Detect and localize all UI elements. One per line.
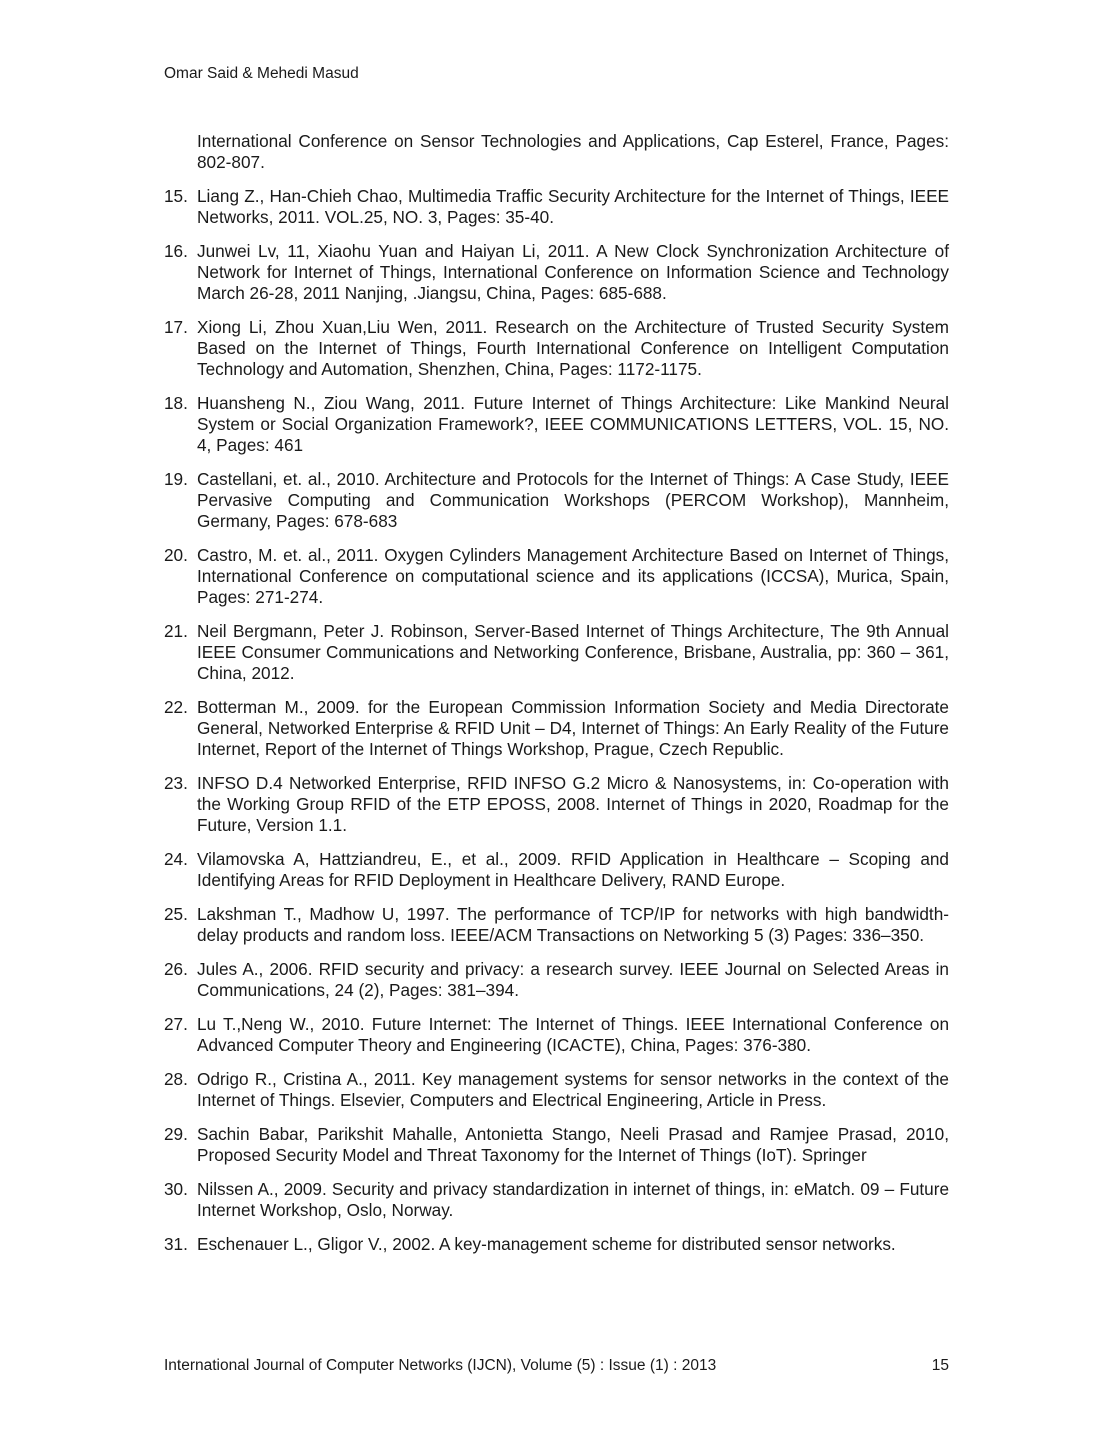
reference-number: 15. — [164, 186, 188, 206]
reference-item — [164, 773, 949, 836]
reference-text: Eschenauer L., Gligor V., 2002. A key-management scheme for distributed sensor networks. — [197, 1234, 896, 1254]
reference-text: Vilamovska A, Hattziandreu, E., et al., 2009. RFID Application in Healthcare – Scoping and Identifying Areas for RFID Deployment in Healthcare Delivery, RAND Europe. — [197, 849, 949, 890]
reference-item — [164, 621, 949, 684]
reference-item — [164, 469, 949, 532]
reference-text: Lu T.,Neng W., 2010. Future Internet: The Internet of Things. IEEE International Conference on Advanced Computer Theory and Engineering (ICACTE), China, Pages: 376-380. — [197, 1014, 949, 1055]
reference-item — [164, 1234, 949, 1255]
reference-number: 23. — [164, 773, 188, 793]
page-number: 15 — [931, 1357, 949, 1374]
reference-text: Junwei Lv, 11, Xiaohu Yuan and Haiyan Li, 2011. A New Clock Synchronization Architecture of Network for Internet of Things, International Conference on Information Science and Technology March 26-28, 2011 Nanjing, .Jiangsu, China, Pages: 685-688. — [197, 241, 949, 303]
reference-number: 16. — [164, 241, 188, 261]
reference-text: Lakshman T., Madhow U, 1997. The performance of TCP/IP for networks with high bandwidth-delay products and random loss. IEEE/ACM Transactions on Networking 5 (3) Pages: 336–350. — [197, 904, 949, 945]
reference-text: Xiong Li, Zhou Xuan,Liu Wen, 2011. Research on the Architecture of Trusted Security System Based on the Internet of Things, Fourth International Conference on Intelligent Computation Technology and Automation, Shenzhen, China, Pages: 1172-1175. — [197, 317, 949, 379]
reference-number: 24. — [164, 849, 188, 869]
reference-text: Sachin Babar, Parikshit Mahalle, Antonietta Stango, Neeli Prasad and Ramjee Prasad, 2010, Proposed Security Model and Threat Taxonomy for the Internet of Things (IoT). Springer — [197, 1124, 949, 1165]
reference-number: 22. — [164, 697, 188, 717]
reference-item — [164, 317, 949, 380]
reference-text: Castro, M. et. al., 2011. Oxygen Cylinders Management Architecture Based on Internet of Things, International Conference on computational science and its applications (ICCSA), Murica, Spain, Pages: 271-274. — [197, 545, 949, 607]
reference-item — [164, 959, 949, 1001]
reference-item — [164, 1014, 949, 1056]
running-header-authors: Omar Said & Mehedi Masud — [164, 65, 359, 82]
reference-text: Liang Z., Han-Chieh Chao, Multimedia Traffic Security Architecture for the Internet of Things, IEEE Networks, 2011. VOL.25, NO. 3, Pages: 35-40. — [197, 186, 949, 227]
reference-item — [164, 697, 949, 760]
reference-item — [164, 849, 949, 891]
reference-item — [164, 393, 949, 456]
reference-number: 21. — [164, 621, 188, 641]
reference-item — [164, 1179, 949, 1221]
reference-number: 17. — [164, 317, 188, 337]
reference-number: 31. — [164, 1234, 188, 1254]
reference-list — [164, 131, 949, 1268]
reference-text: Castellani, et. al., 2010. Architecture and Protocols for the Internet of Things: A Case Study, IEEE Pervasive Computing and Communication Workshops (PERCOM Workshop), Mannheim, Germany, Pages: 678-683 — [197, 469, 949, 531]
page-footer — [164, 1356, 949, 1376]
reference-text: Jules A., 2006. RFID security and privacy: a research survey. IEEE Journal on Selected Areas in Communications, 24 (2), Pages: 381–394. — [197, 959, 949, 1000]
reference-number: 29. — [164, 1124, 188, 1144]
reference-item — [164, 1069, 949, 1111]
reference-text: INFSO D.4 Networked Enterprise, RFID INFSO G.2 Micro & Nanosystems, in: Co-operation with the Working Group RFID of the ETP EPOSS, 2008. Internet of Things in 2020, Roadmap for the Future, Version 1.1. — [197, 773, 949, 835]
reference-continuation — [164, 131, 949, 173]
reference-number: 30. — [164, 1179, 188, 1199]
reference-text: Odrigo R., Cristina A., 2011. Key management systems for sensor networks in the context of the Internet of Things. Elsevier, Computers and Electrical Engineering, Article in Press. — [197, 1069, 949, 1110]
reference-text: International Conference on Sensor Technologies and Applications, Cap Esterel, France, Pages: 802-807. — [197, 131, 949, 172]
reference-text: Neil Bergmann, Peter J. Robinson, Server-Based Internet of Things Architecture, The 9th Annual IEEE Consumer Communications and Networking Conference, Brisbane, Australia, pp: 360 – 361, China, 2012. — [197, 621, 949, 683]
reference-number: 18. — [164, 393, 188, 413]
reference-item — [164, 186, 949, 228]
reference-number: 20. — [164, 545, 188, 565]
reference-number: 28. — [164, 1069, 188, 1089]
reference-text: Botterman M., 2009. for the European Commission Information Society and Media Directorate General, Networked Enterprise & RFID Unit – D4, Internet of Things: An Early Reality of the Future Internet, Report of the Internet of Things Workshop, Prague, Czech Republic. — [197, 697, 949, 759]
reference-item — [164, 545, 949, 608]
reference-item — [164, 904, 949, 946]
reference-number: 19. — [164, 469, 188, 489]
reference-number: 26. — [164, 959, 188, 979]
reference-number: 25. — [164, 904, 188, 924]
reference-number: 27. — [164, 1014, 188, 1034]
reference-item — [164, 241, 949, 304]
reference-item — [164, 1124, 949, 1166]
reference-text: Huansheng N., Ziou Wang, 2011. Future Internet of Things Architecture: Like Mankind Neural System or Social Organization Framework?, IEEE COMMUNICATIONS LETTERS, VOL. 15, NO. 4, Pages: 461 — [197, 393, 949, 455]
reference-text: Nilssen A., 2009. Security and privacy standardization in internet of things, in: eMatch. 09 – Future Internet Workshop, Oslo, Norway. — [197, 1179, 949, 1220]
footer-journal-info: International Journal of Computer Networks (IJCN), Volume (5) : Issue (1) : 2013 — [164, 1357, 717, 1374]
